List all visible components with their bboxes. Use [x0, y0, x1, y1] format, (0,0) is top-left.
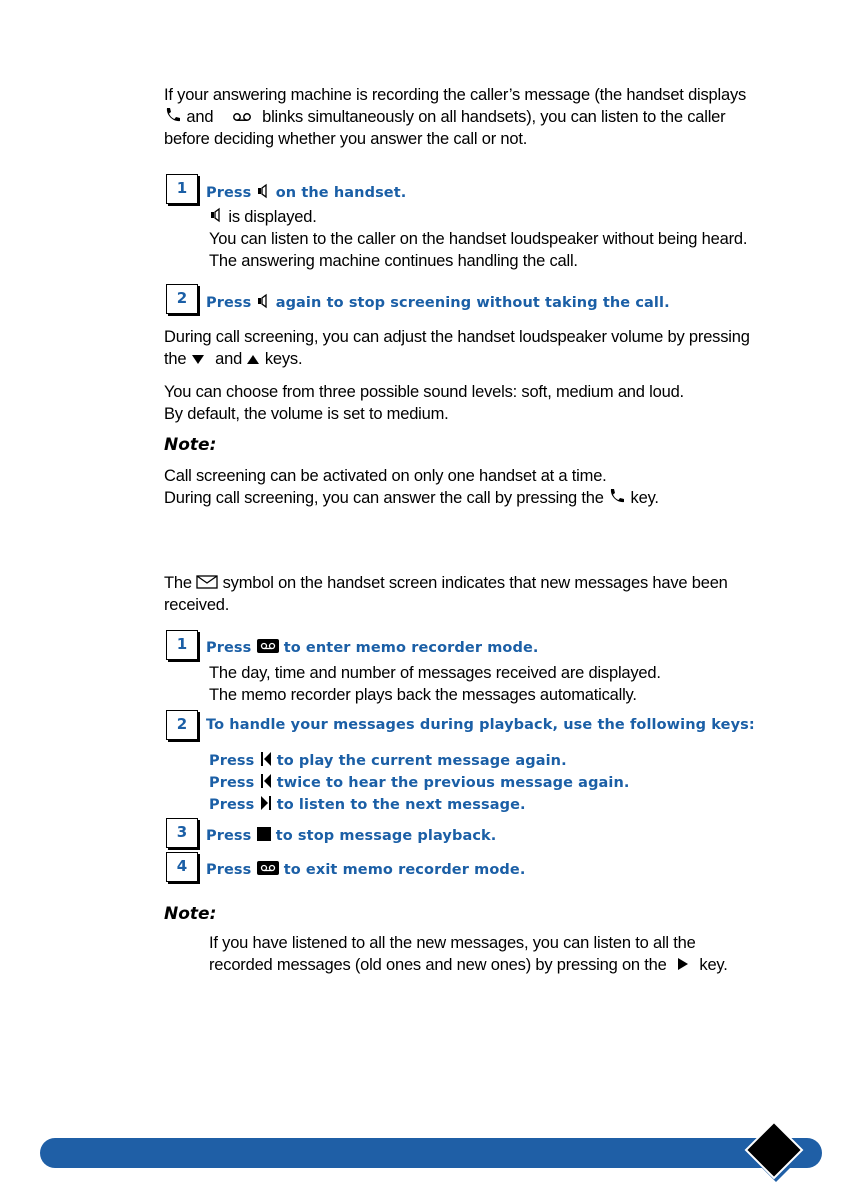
memo-step-2-instruction: To handle your messages during playback, use the following keys: [206, 717, 755, 733]
step-2-number-box: 2 [166, 284, 198, 314]
voicemail-icon [232, 107, 252, 129]
memo-step-1-number-box: 1 [166, 630, 198, 660]
memo-note-line1: If you have listened to all the new messages, you can listen to all the [209, 934, 696, 952]
memo-step-1-instruction: Press to enter memo recorder mode. [206, 640, 539, 656]
memo-note-title: Note: [164, 904, 217, 924]
page-corner-diamond [744, 1120, 808, 1189]
speaker-icon [210, 207, 224, 229]
step-1-detail3: The answering machine continues handling the call. [209, 252, 578, 270]
memo-step-4-number-box: 4 [166, 852, 198, 882]
screening-intro-line1: If your answering machine is recording the caller’s message (the handset displays [164, 86, 747, 104]
step-2-instruction: Press again to stop screening without taking the call. [206, 295, 670, 311]
previous-icon [260, 751, 272, 771]
memo-step-1-detail1: The day, time and number of messages received are displayed. [209, 664, 661, 682]
footer-bar [40, 1138, 822, 1168]
volume-line1: During call screening, you can adjust the handset loudspeaker volume by pressing [164, 328, 750, 346]
memo-step-3-instruction: Press to stop message playback. [206, 828, 497, 844]
memo-step-1-detail2: The memo recorder plays back the messages automatically. [209, 686, 637, 704]
speaker-icon [257, 293, 271, 313]
step-1-detail1: is displayed. [210, 206, 317, 229]
memo-intro-line2: received. [164, 596, 230, 614]
next-icon [260, 795, 272, 815]
previous-icon [260, 773, 272, 793]
up-arrow-icon [246, 349, 260, 371]
memo-step-2-sub3: Press to listen to the next message. [209, 797, 526, 813]
memo-step-2-sub2: Press twice to hear the previous message again. [209, 775, 630, 791]
memo-step-2-sub1: Press to play the current message again. [209, 753, 567, 769]
memo-note-line2: recorded messages (old ones and new ones) by pressing on the key. [209, 954, 728, 977]
step-1-instruction: Press on the handset. [206, 185, 407, 201]
step-1-number-box: 1 [166, 174, 198, 204]
volume-line2: the and keys. [164, 348, 302, 371]
levels-line1: You can choose from three possible sound levels: soft, medium and loud. [164, 383, 684, 401]
phone-icon [608, 488, 626, 510]
levels-line2: By default, the volume is set to medium. [164, 405, 449, 423]
note-title: Note: [164, 435, 217, 455]
memo-step-3-number-box: 3 [166, 818, 198, 848]
play-icon [677, 955, 689, 977]
step-1-detail2: You can listen to the caller on the handset loudspeaker without being heard. [209, 230, 748, 248]
tape-key-icon [257, 861, 279, 879]
stop-icon [257, 827, 271, 845]
memo-step-2-number-box: 2 [166, 710, 198, 740]
tape-key-icon [257, 639, 279, 657]
note-line2: During call screening, you can answer the call by pressing the key. [164, 487, 659, 510]
down-arrow-icon [191, 349, 205, 371]
screening-intro-line3: before deciding whether you answer the call or not. [164, 130, 528, 148]
phone-icon [164, 107, 182, 129]
memo-intro-line1: The symbol on the handset screen indicates that new messages have been [164, 572, 728, 595]
envelope-icon [196, 573, 218, 595]
screening-intro-line2: and blinks simultaneously on all handsets), you can listen to the caller [164, 106, 725, 129]
note-line1: Call screening can be activated on only one handset at a time. [164, 467, 607, 485]
speaker-icon [257, 183, 271, 203]
memo-step-4-instruction: Press to exit memo recorder mode. [206, 862, 526, 878]
